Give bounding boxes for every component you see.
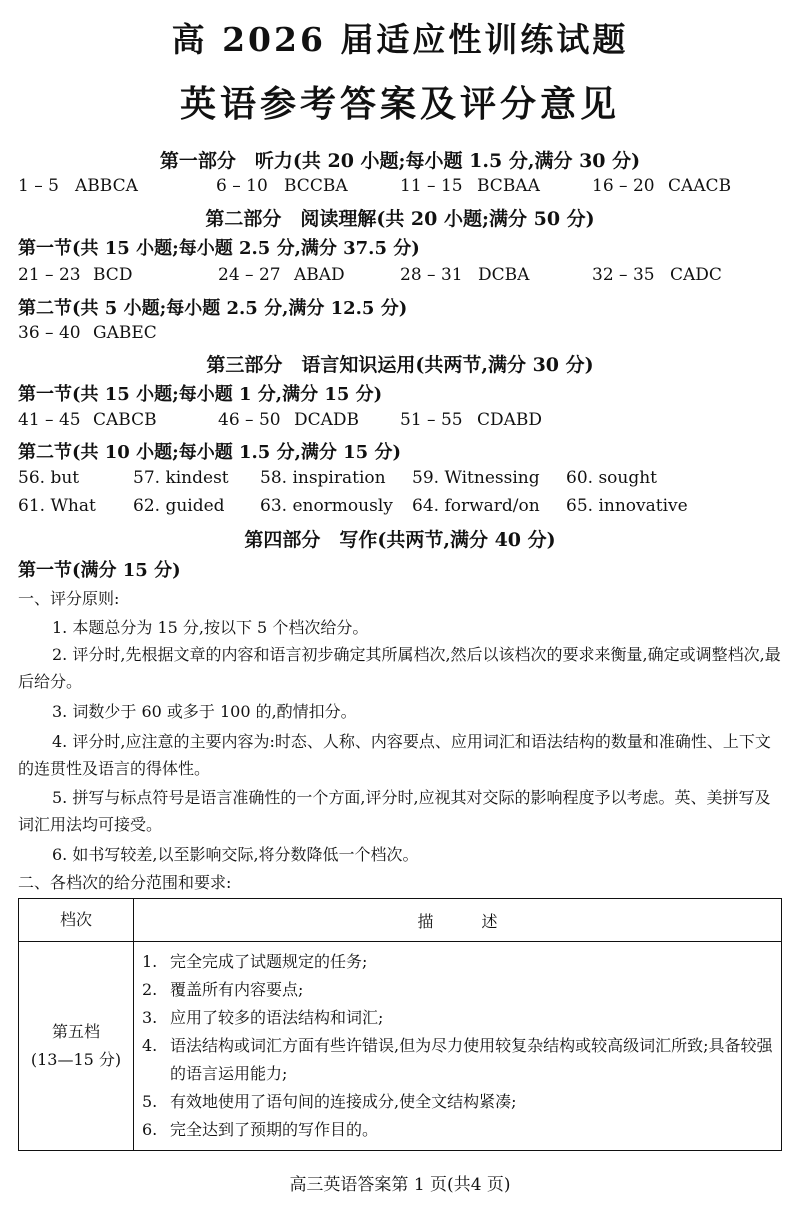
principle-item: 2. 评分时,先根据文章的内容和语言初步确定其所属档次,然后以该档次的要求来衡量,确定或调整档次,最后给分。: [18, 645, 781, 691]
document-title: 高 2026 届适应性训练试题: [171, 20, 629, 59]
fill-answer: 56. but: [18, 468, 80, 488]
level-name: 第五档: [51, 1022, 100, 1041]
description-item: 6. 完全达到了预期的写作目的。: [142, 1120, 379, 1139]
answer-range: 32 – 35: [592, 265, 655, 285]
fill-answer: 65. innovative: [566, 496, 688, 516]
answer-letters: BCCBA: [284, 176, 348, 196]
part4-heading: 第四部分 写作(共两节,满分 40 分): [244, 529, 556, 551]
description-cell: [134, 942, 782, 1151]
answer-range: 16 – 20: [592, 176, 655, 196]
level-range: (13—15 分): [30, 1050, 122, 1069]
answer-letters: CDABD: [477, 410, 543, 430]
answer-letters: DCBA: [478, 265, 530, 285]
section-heading: 第二节(共 5 小题;每小题 2.5 分,满分 12.5 分): [18, 298, 408, 319]
answer-range: 6 – 10: [216, 176, 268, 196]
page-footer: 高三英语答案第 1 页(共4 页): [289, 1175, 511, 1195]
description-item: 1. 完全完成了试题规定的任务;: [142, 952, 368, 971]
table-header-description: 描 述: [134, 899, 782, 942]
fill-answer: 64. forward/on: [412, 496, 540, 516]
answer-letters: CADC: [670, 265, 722, 285]
fill-answer: 59. Witnessing: [412, 468, 540, 488]
answer-letters: ABAD: [294, 265, 345, 285]
principle-item: 6. 如书写较差,以至影响交际,将分数降低一个档次。: [52, 845, 419, 864]
fill-answer: 63. enormously: [260, 496, 393, 516]
level-cell: [19, 942, 134, 1151]
fill-answer: 61. What: [18, 496, 96, 516]
principles-title: 一、评分原则:: [18, 589, 120, 608]
answer-range: 36 – 40: [18, 323, 81, 343]
answer-letters: CAACB: [668, 176, 732, 196]
document-subtitle: 英语参考答案及评分意见: [179, 83, 620, 125]
section-heading: 第一节(满分 15 分): [18, 560, 181, 581]
answer-letters: BCD: [93, 265, 133, 285]
answer-letters: CABCB: [93, 410, 157, 430]
description-item: 2. 覆盖所有内容要点;: [142, 980, 304, 999]
answer-range: 11 – 15: [400, 176, 463, 196]
table-header-row: [19, 899, 782, 942]
grading-table: [18, 898, 782, 1151]
answer-letters: GABEC: [93, 323, 157, 343]
levels-title: 二、各档次的给分范围和要求:: [18, 873, 232, 892]
part2-heading: 第二部分 阅读理解(共 20 小题;满分 50 分): [205, 208, 595, 230]
section-heading: 第一节(共 15 小题;每小题 1 分,满分 15 分): [18, 384, 383, 405]
answer-range: 24 – 27: [218, 265, 281, 285]
principle-item: 3. 词数少于 60 或多于 100 的,酌情扣分。: [52, 702, 357, 721]
principle-item: 5. 拼写与标点符号是语言准确性的一个方面,评分时,应视其对交际的影响程度予以考虑。英、美拼写及词汇用法均可接受。: [18, 788, 771, 834]
fill-answer: 58. inspiration: [260, 468, 386, 488]
principle-item: 4. 评分时,应注意的主要内容为:时态、人称、内容要点、应用词汇和语法结构的数量和准确性、上下文的连贯性及语言的得体性。: [18, 732, 771, 778]
description-item: 3. 应用了较多的语法结构和词汇;: [142, 1008, 384, 1027]
answer-range: 46 – 50: [218, 410, 281, 430]
answer-letters: ABBCA: [75, 176, 138, 196]
table-row: [19, 942, 782, 1151]
answer-range: 21 – 23: [18, 265, 81, 285]
part1-heading: 第一部分 听力(共 20 小题;每小题 1.5 分,满分 30 分): [159, 150, 641, 172]
table-header-level: 档次: [19, 899, 134, 942]
answer-range: 1 – 5: [18, 176, 59, 196]
fill-answer: 57. kindest: [133, 468, 229, 488]
part3-heading: 第三部分 语言知识运用(共两节,满分 30 分): [206, 354, 594, 376]
answer-letters: DCADB: [294, 410, 360, 430]
description-item: 4. 语法结构或词汇方面有些许错误,但为尽力使用较复杂结构或较高级词汇所致;具备较强的语言运用能力;: [142, 1036, 773, 1083]
fill-answer: 60. sought: [566, 468, 658, 488]
section-heading: 第二节(共 10 小题;每小题 1.5 分,满分 15 分): [18, 442, 401, 463]
answer-letters: BCBAA: [477, 176, 540, 196]
answer-range: 41 – 45: [18, 410, 81, 430]
answer-range: 51 – 55: [400, 410, 463, 430]
fill-answer: 62. guided: [133, 496, 225, 516]
section-heading: 第一节(共 15 小题;每小题 2.5 分,满分 37.5 分): [18, 238, 420, 259]
answer-range: 28 – 31: [400, 265, 463, 285]
description-item: 5. 有效地使用了语句间的连接成分,使全文结构紧凑;: [142, 1092, 517, 1111]
principle-item: 1. 本题总分为 15 分,按以下 5 个档次给分。: [52, 618, 369, 637]
